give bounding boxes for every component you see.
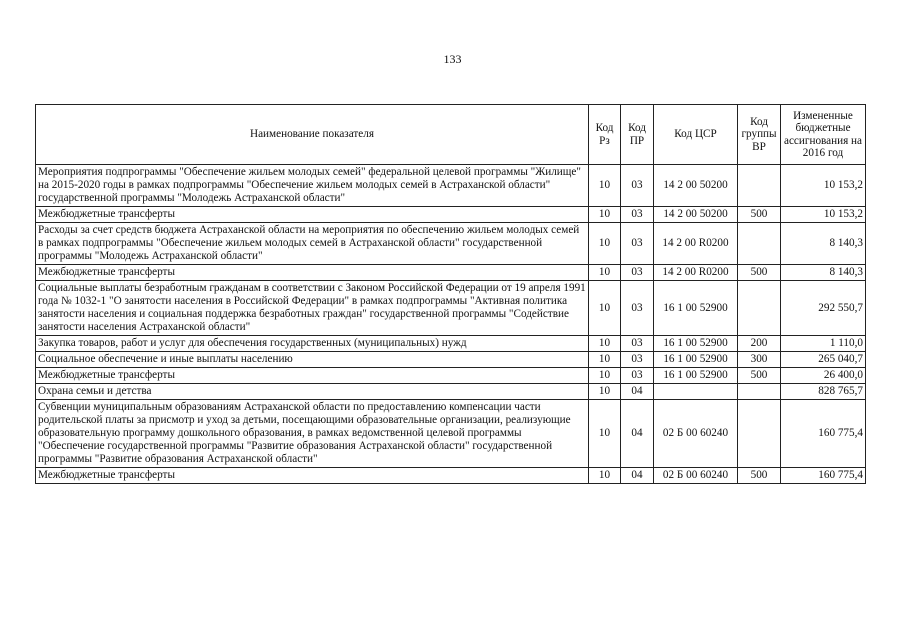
row-amount: 10 153,2 bbox=[781, 165, 866, 207]
header-name: Наименование показателя bbox=[36, 105, 589, 165]
row-amount: 8 140,3 bbox=[781, 223, 866, 265]
row-pr: 03 bbox=[621, 336, 654, 352]
row-amount: 292 550,7 bbox=[781, 281, 866, 336]
row-vr bbox=[738, 281, 781, 336]
row-pr: 03 bbox=[621, 265, 654, 281]
header-rz: Код Рз bbox=[589, 105, 621, 165]
row-name: Мероприятия подпрограммы "Обеспечение жильем молодых семей" федеральной целевой программы "Жилище" на 2015-2020 годы в рамках подпрограммы "Обеспечение жильем молодых семей в Астраханской области" государственной программы "Молодежь Астраханской области" bbox=[36, 165, 589, 207]
row-amount: 26 400,0 bbox=[781, 368, 866, 384]
row-pr: 03 bbox=[621, 165, 654, 207]
row-csr: 02 Б 00 60240 bbox=[654, 468, 738, 484]
table-row bbox=[36, 336, 866, 352]
table-row bbox=[36, 165, 866, 207]
row-rz: 10 bbox=[589, 384, 621, 400]
row-rz: 10 bbox=[589, 165, 621, 207]
row-csr: 16 1 00 52900 bbox=[654, 336, 738, 352]
row-vr: 500 bbox=[738, 368, 781, 384]
row-vr bbox=[738, 165, 781, 207]
row-pr: 03 bbox=[621, 207, 654, 223]
row-vr: 200 bbox=[738, 336, 781, 352]
row-amount: 828 765,7 bbox=[781, 384, 866, 400]
row-vr: 500 bbox=[738, 207, 781, 223]
row-csr: 16 1 00 52900 bbox=[654, 352, 738, 368]
budget-table bbox=[35, 104, 866, 484]
row-name: Социальное обеспечение и иные выплаты населению bbox=[36, 352, 589, 368]
row-rz: 10 bbox=[589, 468, 621, 484]
row-name: Межбюджетные трансферты bbox=[36, 468, 589, 484]
row-rz: 10 bbox=[589, 352, 621, 368]
header-row bbox=[36, 105, 866, 165]
row-csr: 16 1 00 52900 bbox=[654, 281, 738, 336]
row-name: Расходы за счет средств бюджета Астраханской области на мероприятия по обеспечению жильем молодых семей в рамках подпрограммы "Обеспечение жильем молодых семей в Астраханской области" государственной программы "Молодежь Астраханской области" bbox=[36, 223, 589, 265]
page-number: 133 bbox=[443, 52, 462, 66]
row-pr: 04 bbox=[621, 384, 654, 400]
row-name: Межбюджетные трансферты bbox=[36, 265, 589, 281]
row-csr bbox=[654, 384, 738, 400]
row-amount: 1 110,0 bbox=[781, 336, 866, 352]
row-name: Межбюджетные трансферты bbox=[36, 207, 589, 223]
header-pr: Код ПР bbox=[621, 105, 654, 165]
row-rz: 10 bbox=[589, 281, 621, 336]
row-rz: 10 bbox=[589, 336, 621, 352]
row-amount: 160 775,4 bbox=[781, 400, 866, 468]
row-pr: 04 bbox=[621, 468, 654, 484]
row-name: Субвенции муниципальным образованиям Астраханской области по предоставлению компенсации части родительской платы за присмотр и уход за детьми, посещающими образовательные организации, реализующие образовательную программу дошкольного образования, в рамках ведомственной целевой программы "Обеспечение государственной программы "Развитие образования Астраханской области" государственной программы "Развитие образования Астраханской области" bbox=[36, 400, 589, 468]
table-row bbox=[36, 281, 866, 336]
row-csr: 02 Б 00 60240 bbox=[654, 400, 738, 468]
table-row bbox=[36, 468, 866, 484]
row-vr: 500 bbox=[738, 265, 781, 281]
header-vr: Код группы ВР bbox=[738, 105, 781, 165]
row-rz: 10 bbox=[589, 207, 621, 223]
row-pr: 03 bbox=[621, 368, 654, 384]
table-row bbox=[36, 384, 866, 400]
row-vr bbox=[738, 384, 781, 400]
row-amount: 8 140,3 bbox=[781, 265, 866, 281]
table-row bbox=[36, 223, 866, 265]
table-row bbox=[36, 207, 866, 223]
row-amount: 10 153,2 bbox=[781, 207, 866, 223]
row-name: Межбюджетные трансферты bbox=[36, 368, 589, 384]
row-vr bbox=[738, 400, 781, 468]
row-csr: 14 2 00 R0200 bbox=[654, 223, 738, 265]
row-name: Социальные выплаты безработным гражданам в соответствии с Законом Российской Федерации от 19 апреля 1991 года № 1032-1 "О занятости населения в Российской Федерации" в рамках подпрограммы "Активная политика занятости населения и социальная поддержка безработных граждан" государственной программы "Содействие занятости населения Астраханской области" bbox=[36, 281, 589, 336]
row-amount: 265 040,7 bbox=[781, 352, 866, 368]
row-vr: 500 bbox=[738, 468, 781, 484]
row-pr: 04 bbox=[621, 400, 654, 468]
row-vr: 300 bbox=[738, 352, 781, 368]
header-amount: Измененные бюджетные ассигнования на 2016 год bbox=[781, 105, 866, 165]
row-csr: 14 2 00 50200 bbox=[654, 207, 738, 223]
row-rz: 10 bbox=[589, 223, 621, 265]
row-rz: 10 bbox=[589, 265, 621, 281]
row-vr bbox=[738, 223, 781, 265]
table-row bbox=[36, 368, 866, 384]
row-pr: 03 bbox=[621, 352, 654, 368]
header-csr: Код ЦСР bbox=[654, 105, 738, 165]
table-row bbox=[36, 265, 866, 281]
table-row bbox=[36, 352, 866, 368]
table-row bbox=[36, 400, 866, 468]
row-csr: 16 1 00 52900 bbox=[654, 368, 738, 384]
row-pr: 03 bbox=[621, 281, 654, 336]
row-csr: 14 2 00 50200 bbox=[654, 165, 738, 207]
row-csr: 14 2 00 R0200 bbox=[654, 265, 738, 281]
row-name: Охрана семьи и детства bbox=[36, 384, 589, 400]
row-pr: 03 bbox=[621, 223, 654, 265]
row-amount: 160 775,4 bbox=[781, 468, 866, 484]
row-rz: 10 bbox=[589, 368, 621, 384]
row-rz: 10 bbox=[589, 400, 621, 468]
row-name: Закупка товаров, работ и услуг для обеспечения государственных (муниципальных) нужд bbox=[36, 336, 589, 352]
